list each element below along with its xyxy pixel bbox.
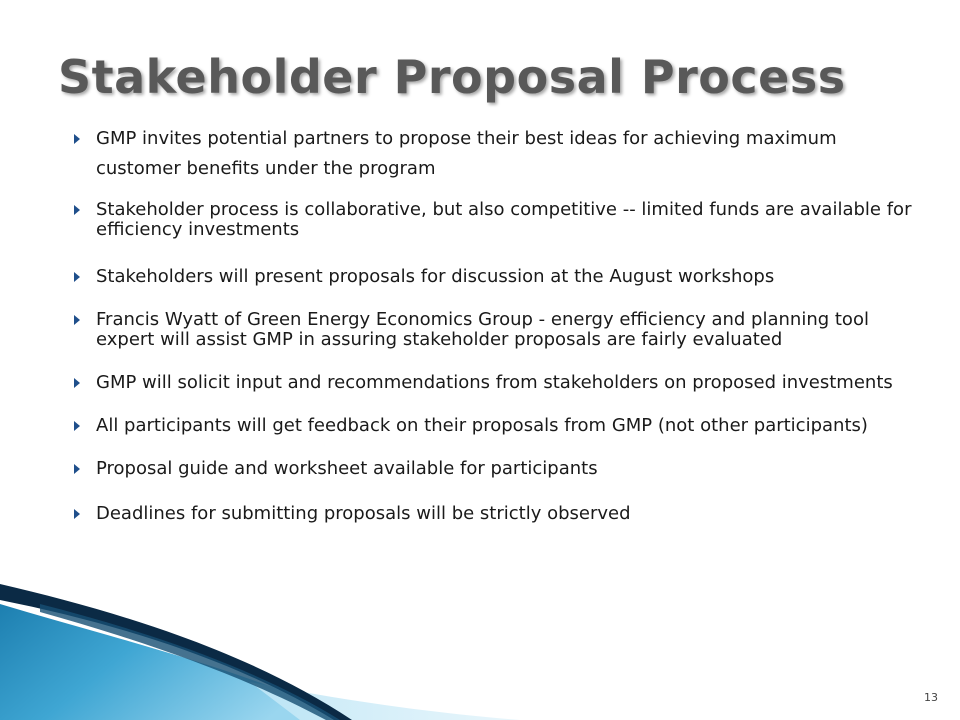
bullet-arrow-icon <box>74 378 80 388</box>
bullet-text: Deadlines for submitting proposals will be strictly observed <box>96 503 631 524</box>
bullet-arrow-icon <box>74 272 80 282</box>
page-number: 13 <box>924 691 938 704</box>
bullet-arrow-icon <box>74 315 80 325</box>
bullet-item <box>74 200 924 240</box>
bullet-text: All participants will get feedback on their proposals from GMP (not other participants) <box>96 415 868 436</box>
bullet-text: GMP will solicit input and recommendations from stakeholders on proposed investments <box>96 372 893 393</box>
bullet-arrow-icon <box>74 205 80 215</box>
bullet-arrow-icon <box>74 464 80 474</box>
bullet-arrow-icon <box>74 509 80 519</box>
bullet-item <box>74 267 924 287</box>
bullet-list <box>74 124 924 524</box>
bullet-text: Stakeholders will present proposals for discussion at the August workshops <box>96 266 775 287</box>
bullet-text: Stakeholder process is collaborative, but also competitive -- limited funds are available for efficiency investments <box>96 199 912 240</box>
bullet-item <box>74 459 924 479</box>
bullet-item <box>74 124 924 184</box>
bullet-item <box>74 310 924 350</box>
bullet-text: GMP invites potential partners to propose their best ideas for achieving maximum customer benefits under the program <box>96 128 837 179</box>
bullet-item <box>74 373 924 393</box>
slide-title: Stakeholder Proposal Process <box>58 50 846 104</box>
bullet-text: Proposal guide and worksheet available for participants <box>96 458 598 479</box>
bullet-item <box>74 416 924 436</box>
bullet-arrow-icon <box>74 421 80 431</box>
bullet-arrow-icon <box>74 134 80 144</box>
bullet-text: Francis Wyatt of Green Energy Economics Group - energy efficiency and planning tool expert will assist GMP in assuring stakeholder proposals are fairly evaluated <box>96 309 869 350</box>
bullet-item <box>74 504 924 524</box>
